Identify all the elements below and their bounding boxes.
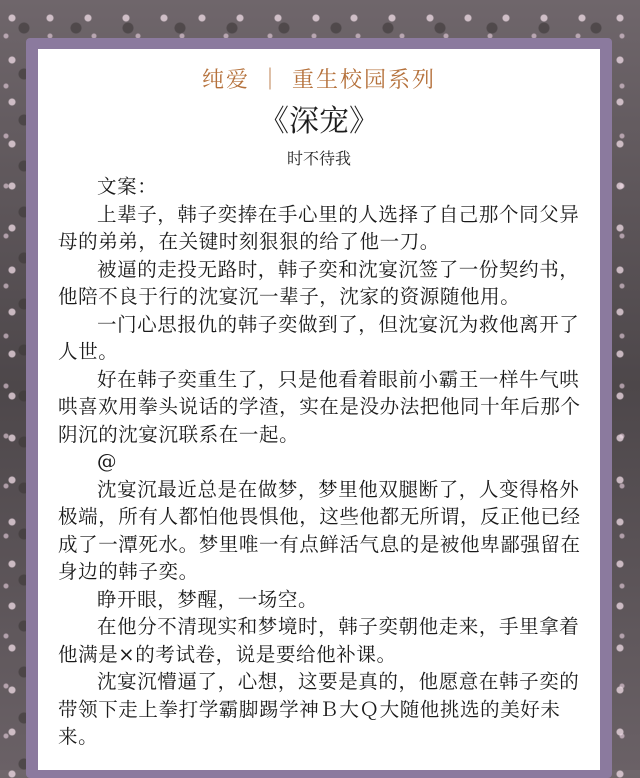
genre-header: 纯爱 ｜ 重生校园系列 — [202, 68, 436, 93]
book-card — [38, 49, 600, 770]
synopsis-paragraph: 睁开眼，梦醒，一场空。 — [97, 587, 319, 611]
synopsis — [38, 173, 600, 751]
synopsis-paragraph: 一门心思报仇的韩子奕做到了，但沈宴沉为救他离开了人世。 — [58, 312, 580, 363]
synopsis-paragraph: 好在韩子奕重生了，只是他看着眼前小霸王一样牛气哄哄喜欢用拳头说话的学渣，实在是没办法把他同十年后那个阴沉的沈宴沉联系在一起。 — [58, 367, 581, 446]
synopsis-paragraph: 沈宴沉最近总是在做梦，梦里他双腿断了，人变得格外极端，所有人都怕他畏惧他，这些他都无所谓，反正他已经成了一潭死水。梦里唯一有点鲜活气息的是被他卑鄙强留在身边的韩子奕。 — [58, 477, 581, 583]
synopsis-paragraph: 沈宴沉懵逼了，心想，这要是真的，他愿意在韩子奕的带领下走上拳打学霸脚踢学神Ｂ大Ｑ大随他挑选的美好未来。 — [58, 670, 580, 748]
synopsis-paragraph: 被逼的走投无路时，韩子奕和沈宴沉签了一份契约书，他陪不良于行的沈宴沉一辈子，沈家的资源随他用。 — [58, 257, 580, 308]
book-title: 《深宠》 — [259, 104, 379, 139]
book-author: 时不待我 — [286, 149, 351, 168]
synopsis-separator: @ — [97, 450, 118, 473]
synopsis-paragraph: 在他分不清现实和梦境时，韩子奕朝他走来，手里拿着他满是×的考试卷，说是要给他补课。 — [58, 615, 580, 666]
synopsis-paragraph: 上辈子，韩子奕捧在手心里的人选择了自己那个同父异母的弟弟，在关键时刻狠狠的给了他一刀。 — [58, 202, 580, 253]
synopsis-label: 文案： — [97, 175, 158, 198]
